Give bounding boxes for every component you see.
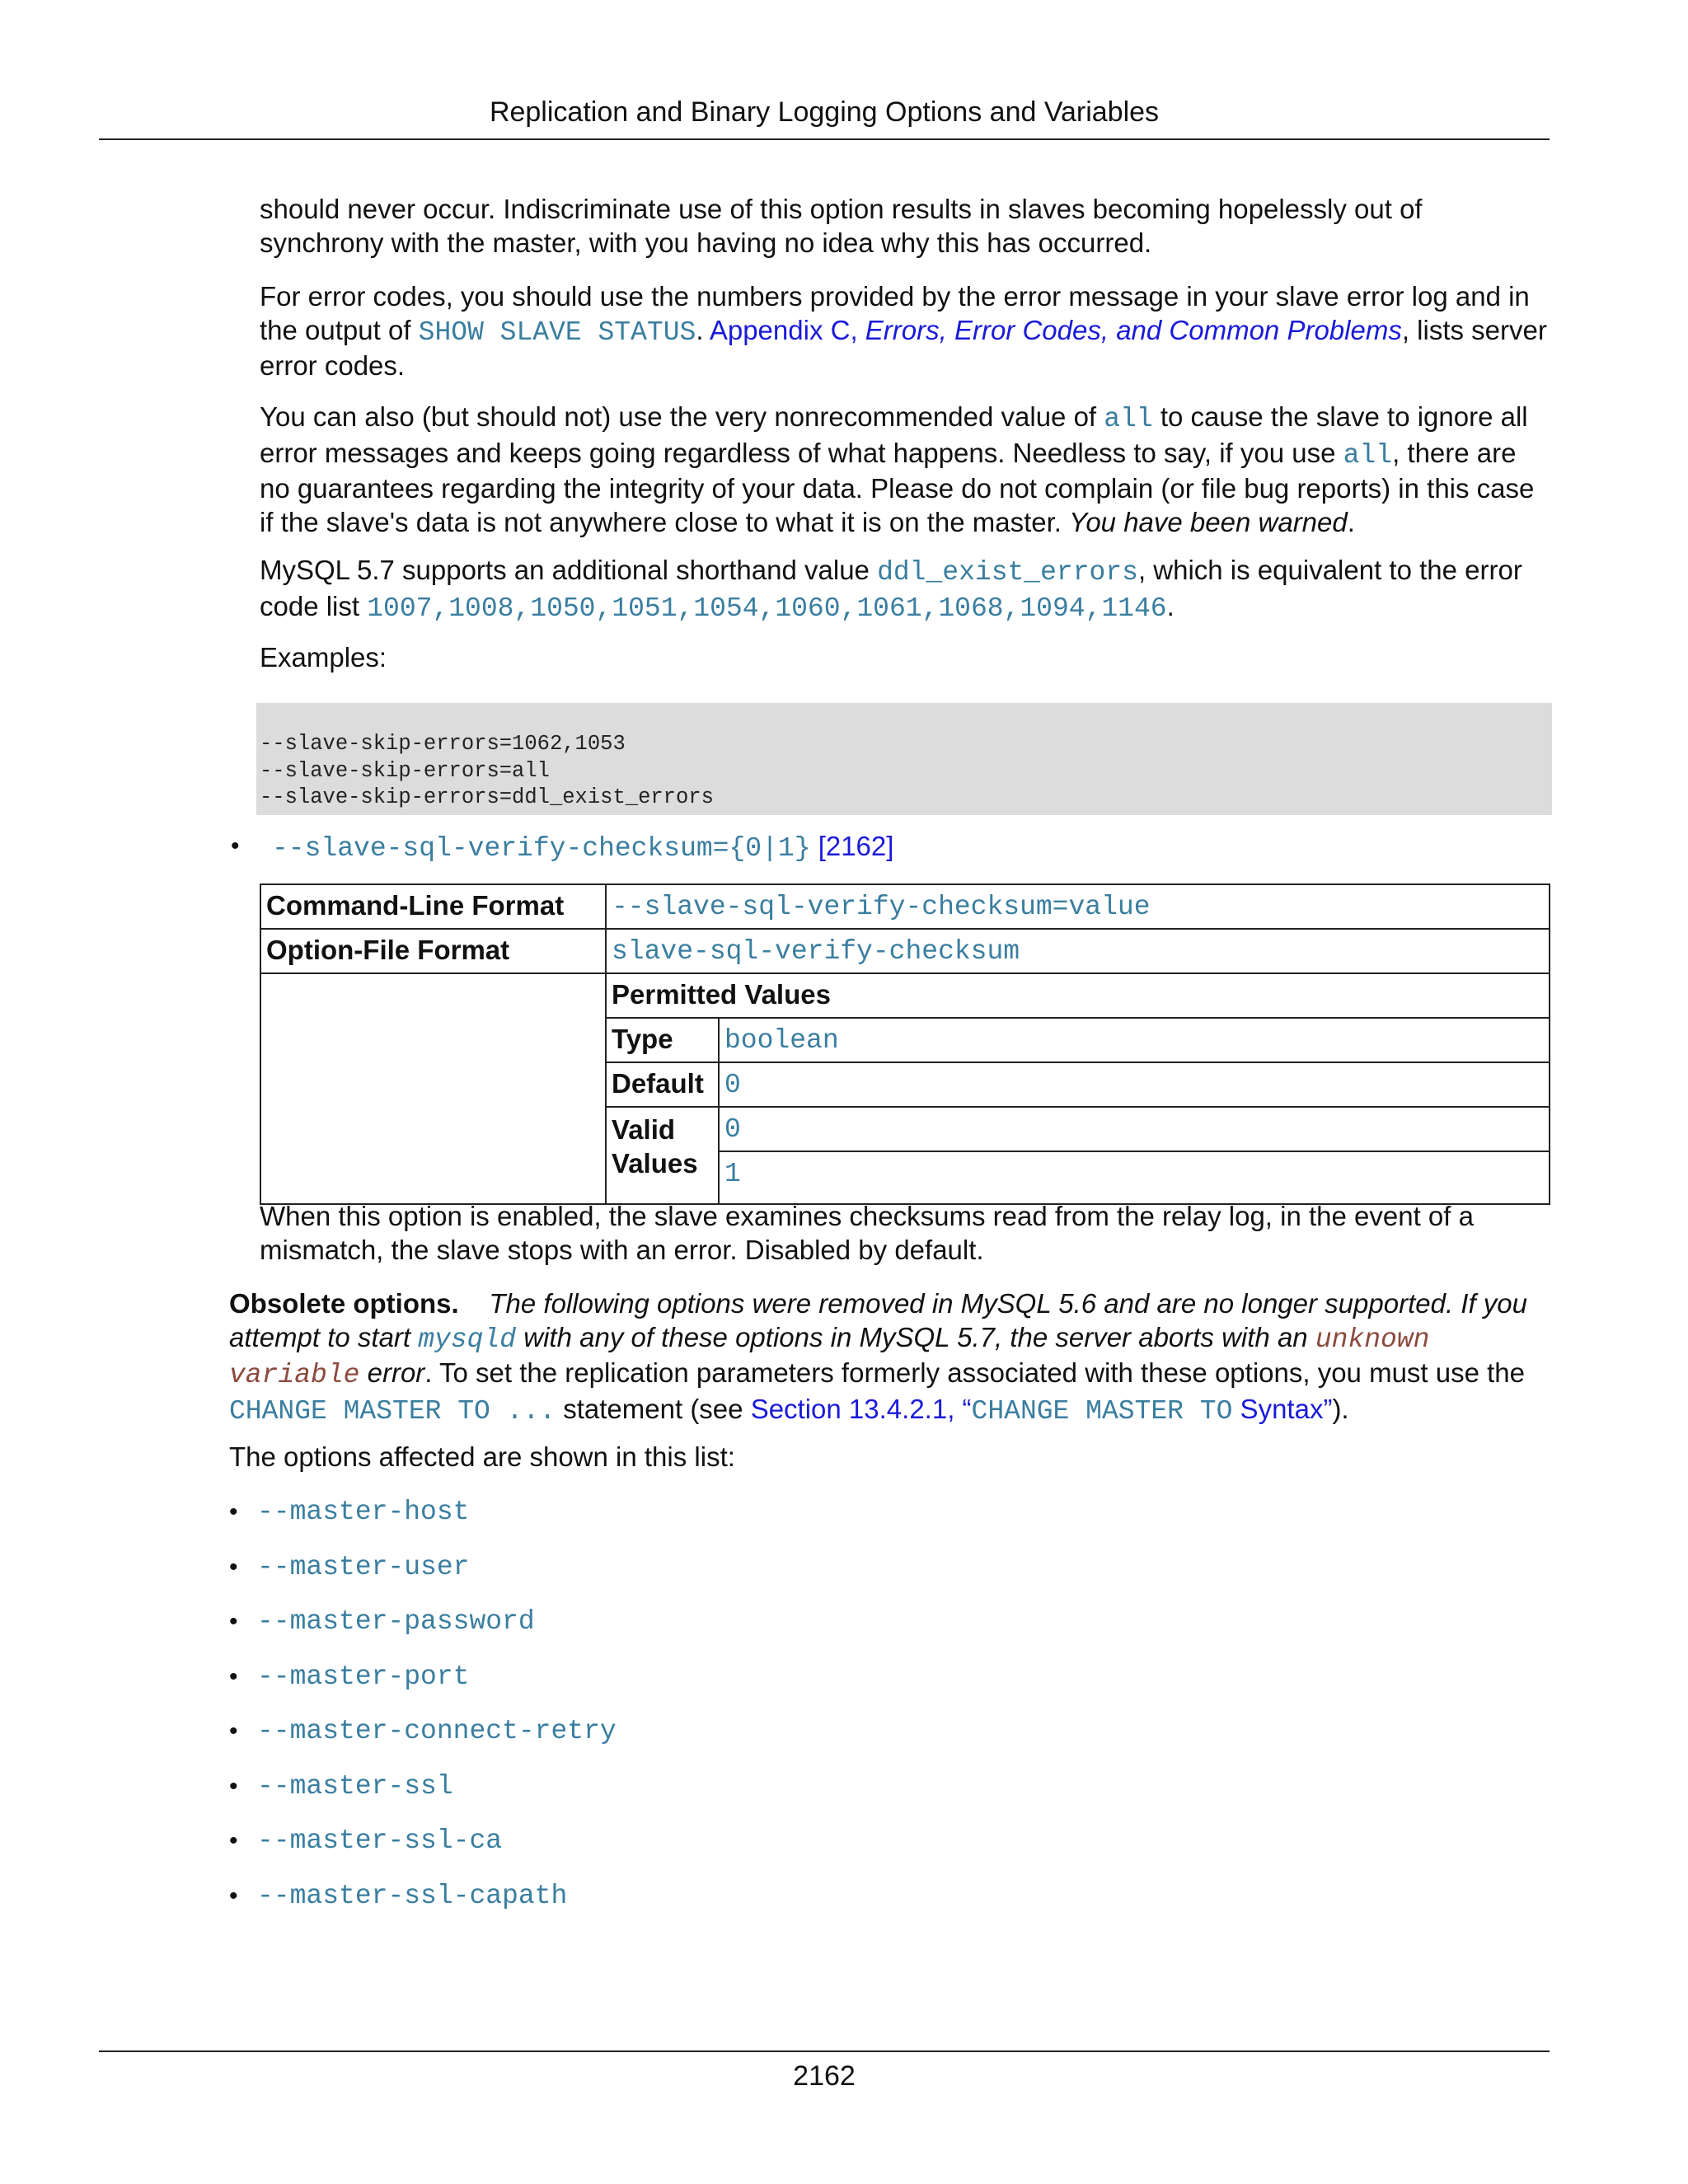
bullet-icon: • xyxy=(231,832,240,860)
warning-emphasis: You have been warned xyxy=(1069,506,1348,537)
valid-values-label: Valid Values xyxy=(612,1114,698,1179)
after-table-paragraph: When this option is enabled, the slave examines checksums read from the relay log, in the event of a mismatch, the slave stops with an error. Disabled by default. xyxy=(260,1201,1474,1265)
bullet-icon: • xyxy=(229,1608,238,1635)
cmd-format-value: --slave-sql-verify-checksum=value xyxy=(612,892,1151,922)
page-ref-link[interactable]: [2162] xyxy=(818,831,894,861)
cmd-format-label: Command-Line Format xyxy=(266,890,565,921)
obsolete-option-item xyxy=(229,1661,1053,1695)
obsolete-option-code[interactable]: --master-connect-retry xyxy=(257,1716,617,1746)
examples-label: Examples: xyxy=(260,642,387,673)
code-line: --slave-skip-errors=1062,1053 xyxy=(260,732,626,756)
p2-text-a: For error codes, you should use the numbers provided by the error message in your slave error log and in the output of xyxy=(260,281,1530,345)
option-list-item xyxy=(231,830,1550,865)
bullet-icon: • xyxy=(229,1662,238,1690)
default-value: 0 xyxy=(724,1070,741,1100)
bullet-icon: • xyxy=(229,1498,238,1526)
header-title: Replication and Binary Logging Options and Variables xyxy=(489,96,1160,128)
option-code-link[interactable]: --slave-sql-verify-checksum={0|1} xyxy=(272,833,811,864)
bullet-icon: • xyxy=(229,1882,238,1910)
mysqld-code: mysqld xyxy=(418,1324,517,1355)
valid-value-0: 0 xyxy=(724,1114,741,1145)
code-line: --slave-skip-errors=ddl_exist_errors xyxy=(260,785,714,809)
obsolete-option-item xyxy=(229,1770,1053,1805)
obsolete-option-code[interactable]: --master-port xyxy=(257,1661,470,1692)
valid-value-1: 1 xyxy=(724,1159,741,1189)
option-table xyxy=(260,883,1550,1205)
file-format-value: slave-sql-verify-checksum xyxy=(612,936,1020,967)
bullet-icon: • xyxy=(229,1553,238,1581)
obsolete-option-item xyxy=(229,1496,1053,1530)
paragraph-1: should never occur. Indiscriminate use of this option results in slaves becoming hopelessly out of synchrony with the master, with you having no idea why this has occurred. xyxy=(260,194,1423,258)
p2-text-b: . xyxy=(696,314,710,345)
change-master-code: CHANGE MASTER TO ... xyxy=(229,1395,556,1427)
p2-text-c: , lists server error codes. xyxy=(260,314,1547,381)
code-example-block xyxy=(256,703,1552,815)
obsolete-option-item xyxy=(229,1715,1053,1750)
obsolete-option-code[interactable]: --master-ssl-capath xyxy=(257,1880,568,1911)
obsolete-option-item xyxy=(229,1880,1053,1915)
bullet-icon: • xyxy=(229,1718,238,1745)
show-slave-status-code: SHOW SLAVE STATUS xyxy=(418,316,696,348)
page-header xyxy=(99,92,1550,140)
obsolete-option-code[interactable]: --master-ssl-ca xyxy=(257,1825,503,1856)
footer-rule xyxy=(99,2050,1550,2052)
ddl-exist-errors-code: ddl_exist_errors xyxy=(877,557,1138,588)
obsolete-option-code[interactable]: --master-user xyxy=(257,1551,470,1582)
obsolete-options-paragraph: Obsolete options. The following options were removed in MySQL 5.6 and are no longer supported. If you attempt to start mysqld with any of these options in MySQL 5.7, the server aborts with an unknown variable error. To set the replication parameters formerly associated with these options, you must use the CHANGE MASTER TO ... statement (see Section 13.4.2.1, “CHANGE MASTER TO Syntax”). xyxy=(229,1288,1527,1427)
obsolete-option-item xyxy=(229,1551,1053,1586)
unknown-variable-code: unknown variable xyxy=(229,1324,1430,1390)
paragraph-2 xyxy=(260,280,1550,383)
obsolete-option-item xyxy=(229,1825,1053,1859)
all-code-2: all xyxy=(1343,439,1393,471)
section-link[interactable]: Section 13.4.2.1, “CHANGE MASTER TO Syntax” xyxy=(750,1393,1333,1427)
page-number: 2162 xyxy=(793,2060,856,2092)
type-value: boolean xyxy=(724,1025,839,1056)
permitted-values-label: Permitted Values xyxy=(612,979,831,1010)
bullet-icon: • xyxy=(229,1827,238,1854)
obsolete-option-code[interactable]: --master-host xyxy=(257,1497,470,1527)
default-label: Default xyxy=(612,1068,704,1099)
obsolete-option-code[interactable]: --master-password xyxy=(257,1606,535,1637)
paragraph-3: You can also (but should not) use the very nonrecommended value of all to cause the slave to ignore all error messages and keeps going regardless of what happens. Needless to say, if you use all, there are no guarantees regarding the integrity of your data. Please do not complain (or file bug reports) in this case if the slave's data is not anywhere close to what it is on the master. You have been warned. xyxy=(260,401,1535,537)
all-code: all xyxy=(1104,404,1153,434)
code-line: --slave-skip-errors=all xyxy=(260,758,550,783)
error-code-list: 1007,1008,1050,1051,1054,1060,1061,1068,1094,1146 xyxy=(367,593,1167,624)
obsolete-label: Obsolete options. xyxy=(229,1288,459,1319)
type-label: Type xyxy=(612,1024,673,1054)
file-format-label: Option-File Format xyxy=(266,935,510,965)
options-intro: The options affected are shown in this list: xyxy=(229,1441,735,1472)
obsolete-option-code[interactable]: --master-ssl xyxy=(257,1770,453,1802)
paragraph-4: MySQL 5.7 supports an additional shorthand value ddl_exist_errors, which is equivalent to the error code list 1007,1008,1050,1051,1054,1060,1061,1068,1094,1146. xyxy=(260,555,1522,624)
appendix-c-link[interactable]: Appendix C, Errors, Error Codes, and Common Problems xyxy=(709,314,1402,345)
bullet-icon: • xyxy=(229,1772,238,1800)
obsolete-option-item xyxy=(229,1605,1053,1640)
